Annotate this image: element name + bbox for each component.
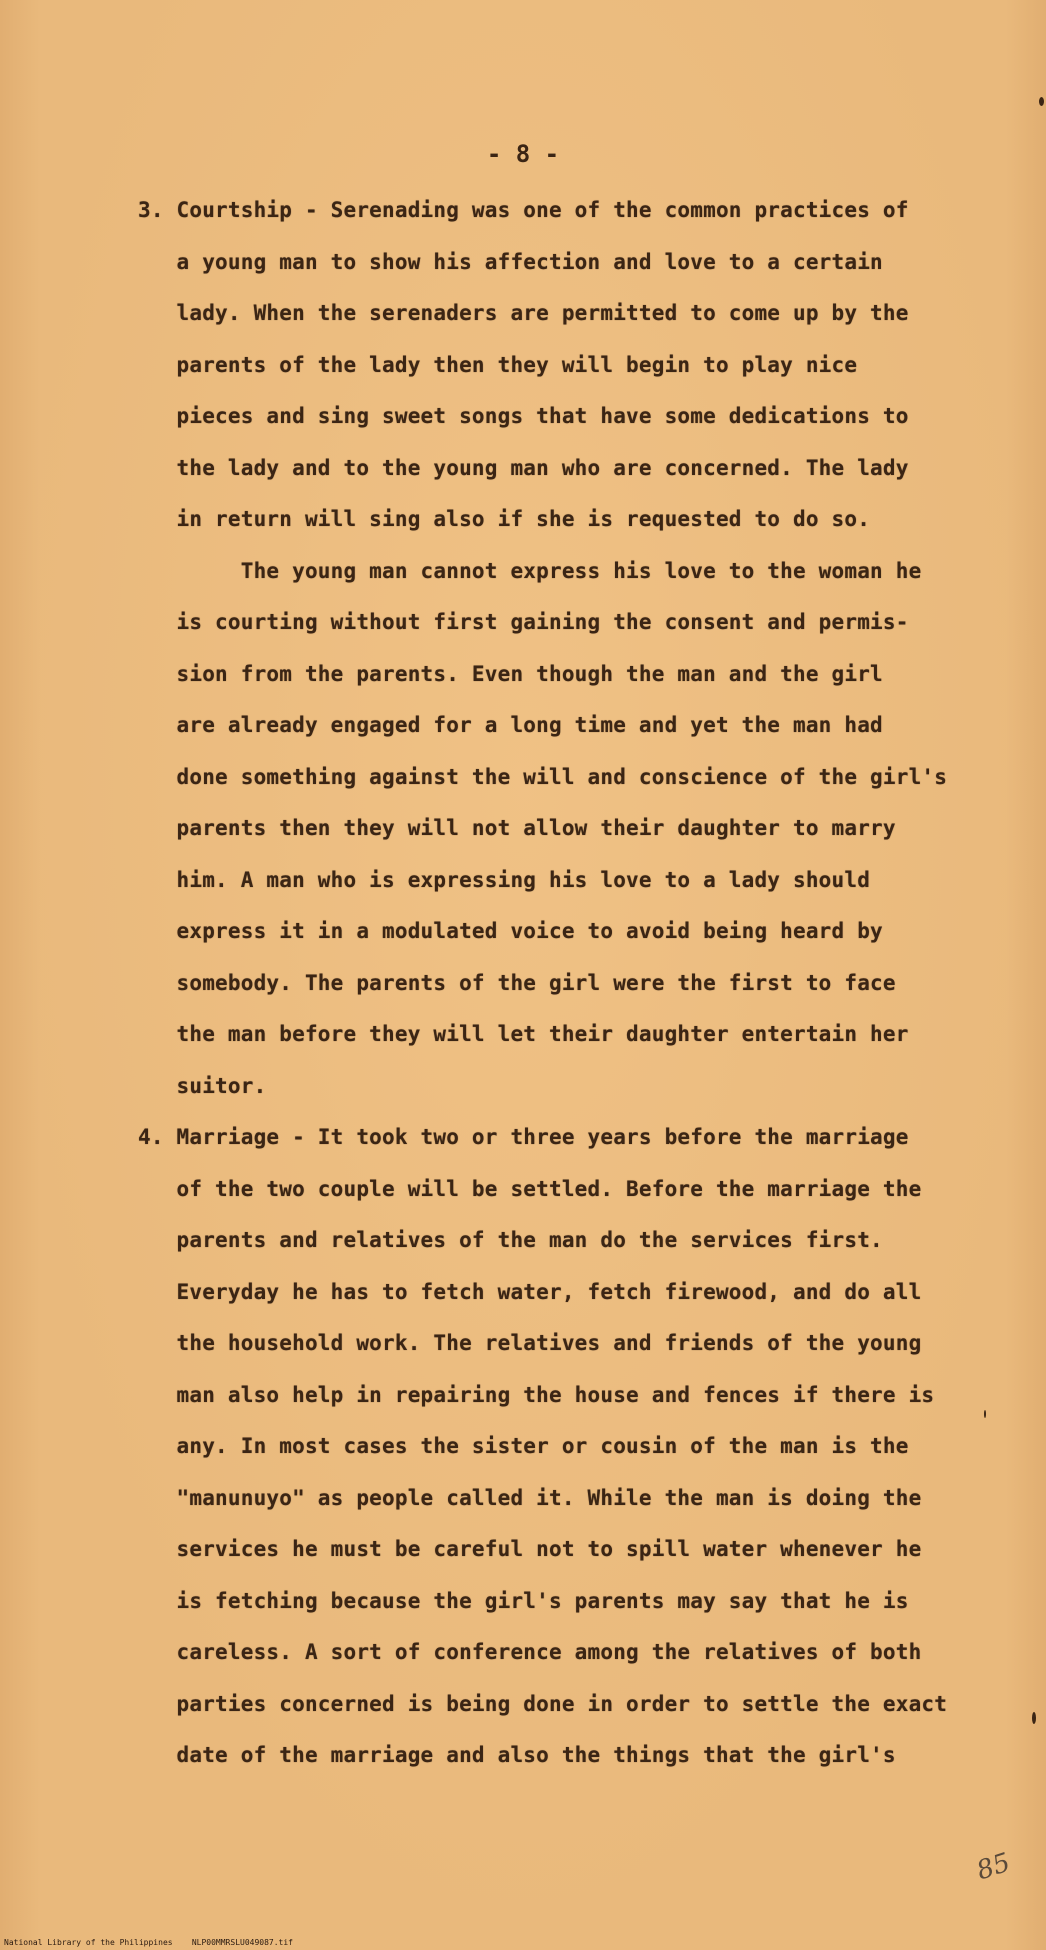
text-line: sion from the parents. Even though the man and the girl bbox=[138, 662, 883, 686]
text-line: services he must be careful not to spill water whenever he bbox=[138, 1537, 922, 1561]
text-line: express it in a modulated voice to avoid being heard by bbox=[138, 919, 883, 943]
text-line: pieces and sing sweet songs that have some dedications to bbox=[138, 404, 909, 428]
page-number: - 8 - bbox=[486, 140, 560, 168]
text-line: The young man cannot express his love to the woman he bbox=[138, 559, 922, 583]
text-line: "manunuyo" as people called it. While the man is doing the bbox=[138, 1486, 922, 1510]
text-line: somebody. The parents of the girl were the first to face bbox=[138, 971, 896, 995]
text-line: a young man to show his affection and love to a certain bbox=[138, 250, 883, 274]
text-line: the man before they will let their daughter entertain her bbox=[138, 1022, 909, 1046]
text-line: the lady and to the young man who are concerned. The lady bbox=[138, 456, 909, 480]
text-line: 3. Courtship - Serenading was one of the common practices of bbox=[138, 198, 909, 222]
text-line: the household work. The relatives and friends of the young bbox=[138, 1331, 922, 1355]
text-line: is fetching because the girl's parents may say that he is bbox=[138, 1589, 909, 1613]
text-line: parents of the lady then they will begin to play nice bbox=[138, 353, 858, 377]
text-line: parents and relatives of the man do the services first. bbox=[138, 1228, 883, 1252]
paper-speck bbox=[1039, 97, 1044, 106]
text-line: any. In most cases the sister or cousin of the man is the bbox=[138, 1434, 909, 1458]
handwritten-page-number: 85 bbox=[973, 1847, 1014, 1887]
text-line: parents then they will not allow their daughter to marry bbox=[138, 816, 896, 840]
scan-footer-caption: National Library of the Philippines NLP00MMRSLU049087.tif bbox=[4, 1938, 293, 1947]
text-line: lady. When the serenaders are permitted to come up by the bbox=[138, 301, 909, 325]
text-line: in return will sing also if she is requested to do so. bbox=[138, 507, 871, 531]
text-line: of the two couple will be settled. Before the marriage the bbox=[138, 1177, 922, 1201]
paper-speck bbox=[984, 1410, 986, 1418]
text-line: date of the marriage and also the things that the girl's bbox=[138, 1743, 896, 1767]
text-line: done something against the will and conscience of the girl's bbox=[138, 765, 948, 789]
text-line: careless. A sort of conference among the relatives of both bbox=[138, 1640, 922, 1664]
paper-speck bbox=[1032, 1712, 1036, 1724]
text-line: is courting without first gaining the consent and permis- bbox=[138, 610, 909, 634]
text-line: are already engaged for a long time and yet the man had bbox=[138, 713, 883, 737]
text-line: parties concerned is being done in order to settle the exact bbox=[138, 1692, 948, 1716]
text-line: suitor. bbox=[138, 1074, 267, 1098]
text-line: 4. Marriage - It took two or three years before the marriage bbox=[138, 1125, 909, 1149]
text-line: him. A man who is expressing his love to a lady should bbox=[138, 868, 871, 892]
text-line: Everyday he has to fetch water, fetch firewood, and do all bbox=[138, 1280, 922, 1304]
text-line: man also help in repairing the house and fences if there is bbox=[138, 1383, 935, 1407]
